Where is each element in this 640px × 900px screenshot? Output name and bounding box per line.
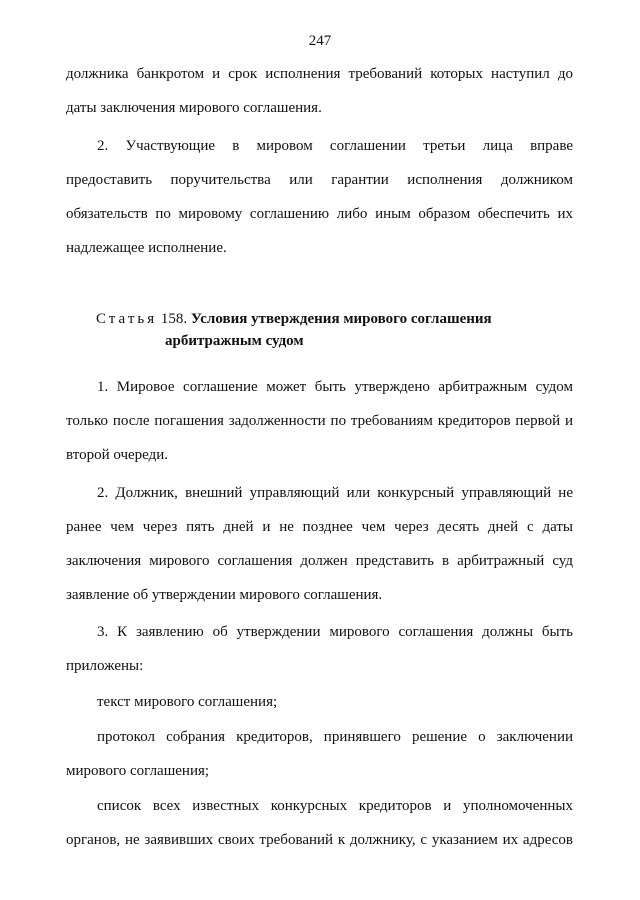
list-item-creditors [66, 789, 573, 857]
text-line: обязательств по мировому соглашению либо иным образом обеспечить их [66, 206, 573, 222]
article-paragraph-3 [66, 615, 573, 683]
article-number: 158. [157, 311, 191, 327]
article-prefix: Статья [96, 311, 158, 327]
text-line: органов, не заявивших своих требований к должнику, с указанием их адресов [66, 832, 573, 848]
text-line: надлежащее исполнение. [66, 240, 227, 256]
article-heading [96, 308, 556, 352]
text-line: предоставить поручительства или гарантии исполнения должником [66, 172, 573, 188]
text-line: только после погашения задолженности по требованиям кредиторов первой и [66, 413, 573, 429]
paragraph-third-parties [66, 129, 573, 265]
text-line: должника банкротом и срок исполнения требований которых наступил до [66, 66, 573, 82]
text-line: даты заключения мирового соглашения. [66, 100, 322, 116]
list-item-protocol [66, 720, 573, 788]
text-line: заключения мирового соглашения должен представить в арбитражный суд [66, 553, 573, 569]
page-number: 247 [308, 33, 332, 49]
text-line: второй очереди. [66, 447, 169, 463]
article-title-line1: Условия утверждения мирового соглашения [190, 311, 492, 327]
text-line: 1. Мировое соглашение может быть утверждено арбитражным судом [97, 379, 573, 395]
list-item-text [66, 685, 573, 719]
text-line: ранее чем через пять дней и не позднее чем через десять дней с даты [66, 519, 573, 535]
text-line: мирового соглашения; [66, 763, 210, 779]
text-line: протокол собрания кредиторов, принявшего решение о заключении [97, 729, 573, 745]
article-title-line2: арбитражным судом [165, 333, 304, 349]
article-paragraph-1 [66, 370, 573, 472]
text-line: текст мирового соглашения; [97, 694, 278, 710]
text-line: заявление об утверждении мирового соглашения. [66, 587, 383, 603]
text-line: 2. Участвующие в мировом соглашении третьи лица вправе [97, 138, 573, 154]
article-paragraph-2 [66, 476, 573, 612]
text-line: 2. Должник, внешний управляющий или конкурсный управляющий не [97, 485, 573, 501]
paragraph-continuation [66, 57, 573, 125]
text-line: 3. К заявлению об утверждении мирового соглашения должны быть [97, 624, 573, 640]
text-line: список всех известных конкурсных кредиторов и уполномоченных [97, 798, 573, 814]
text-line: приложены: [66, 658, 144, 674]
